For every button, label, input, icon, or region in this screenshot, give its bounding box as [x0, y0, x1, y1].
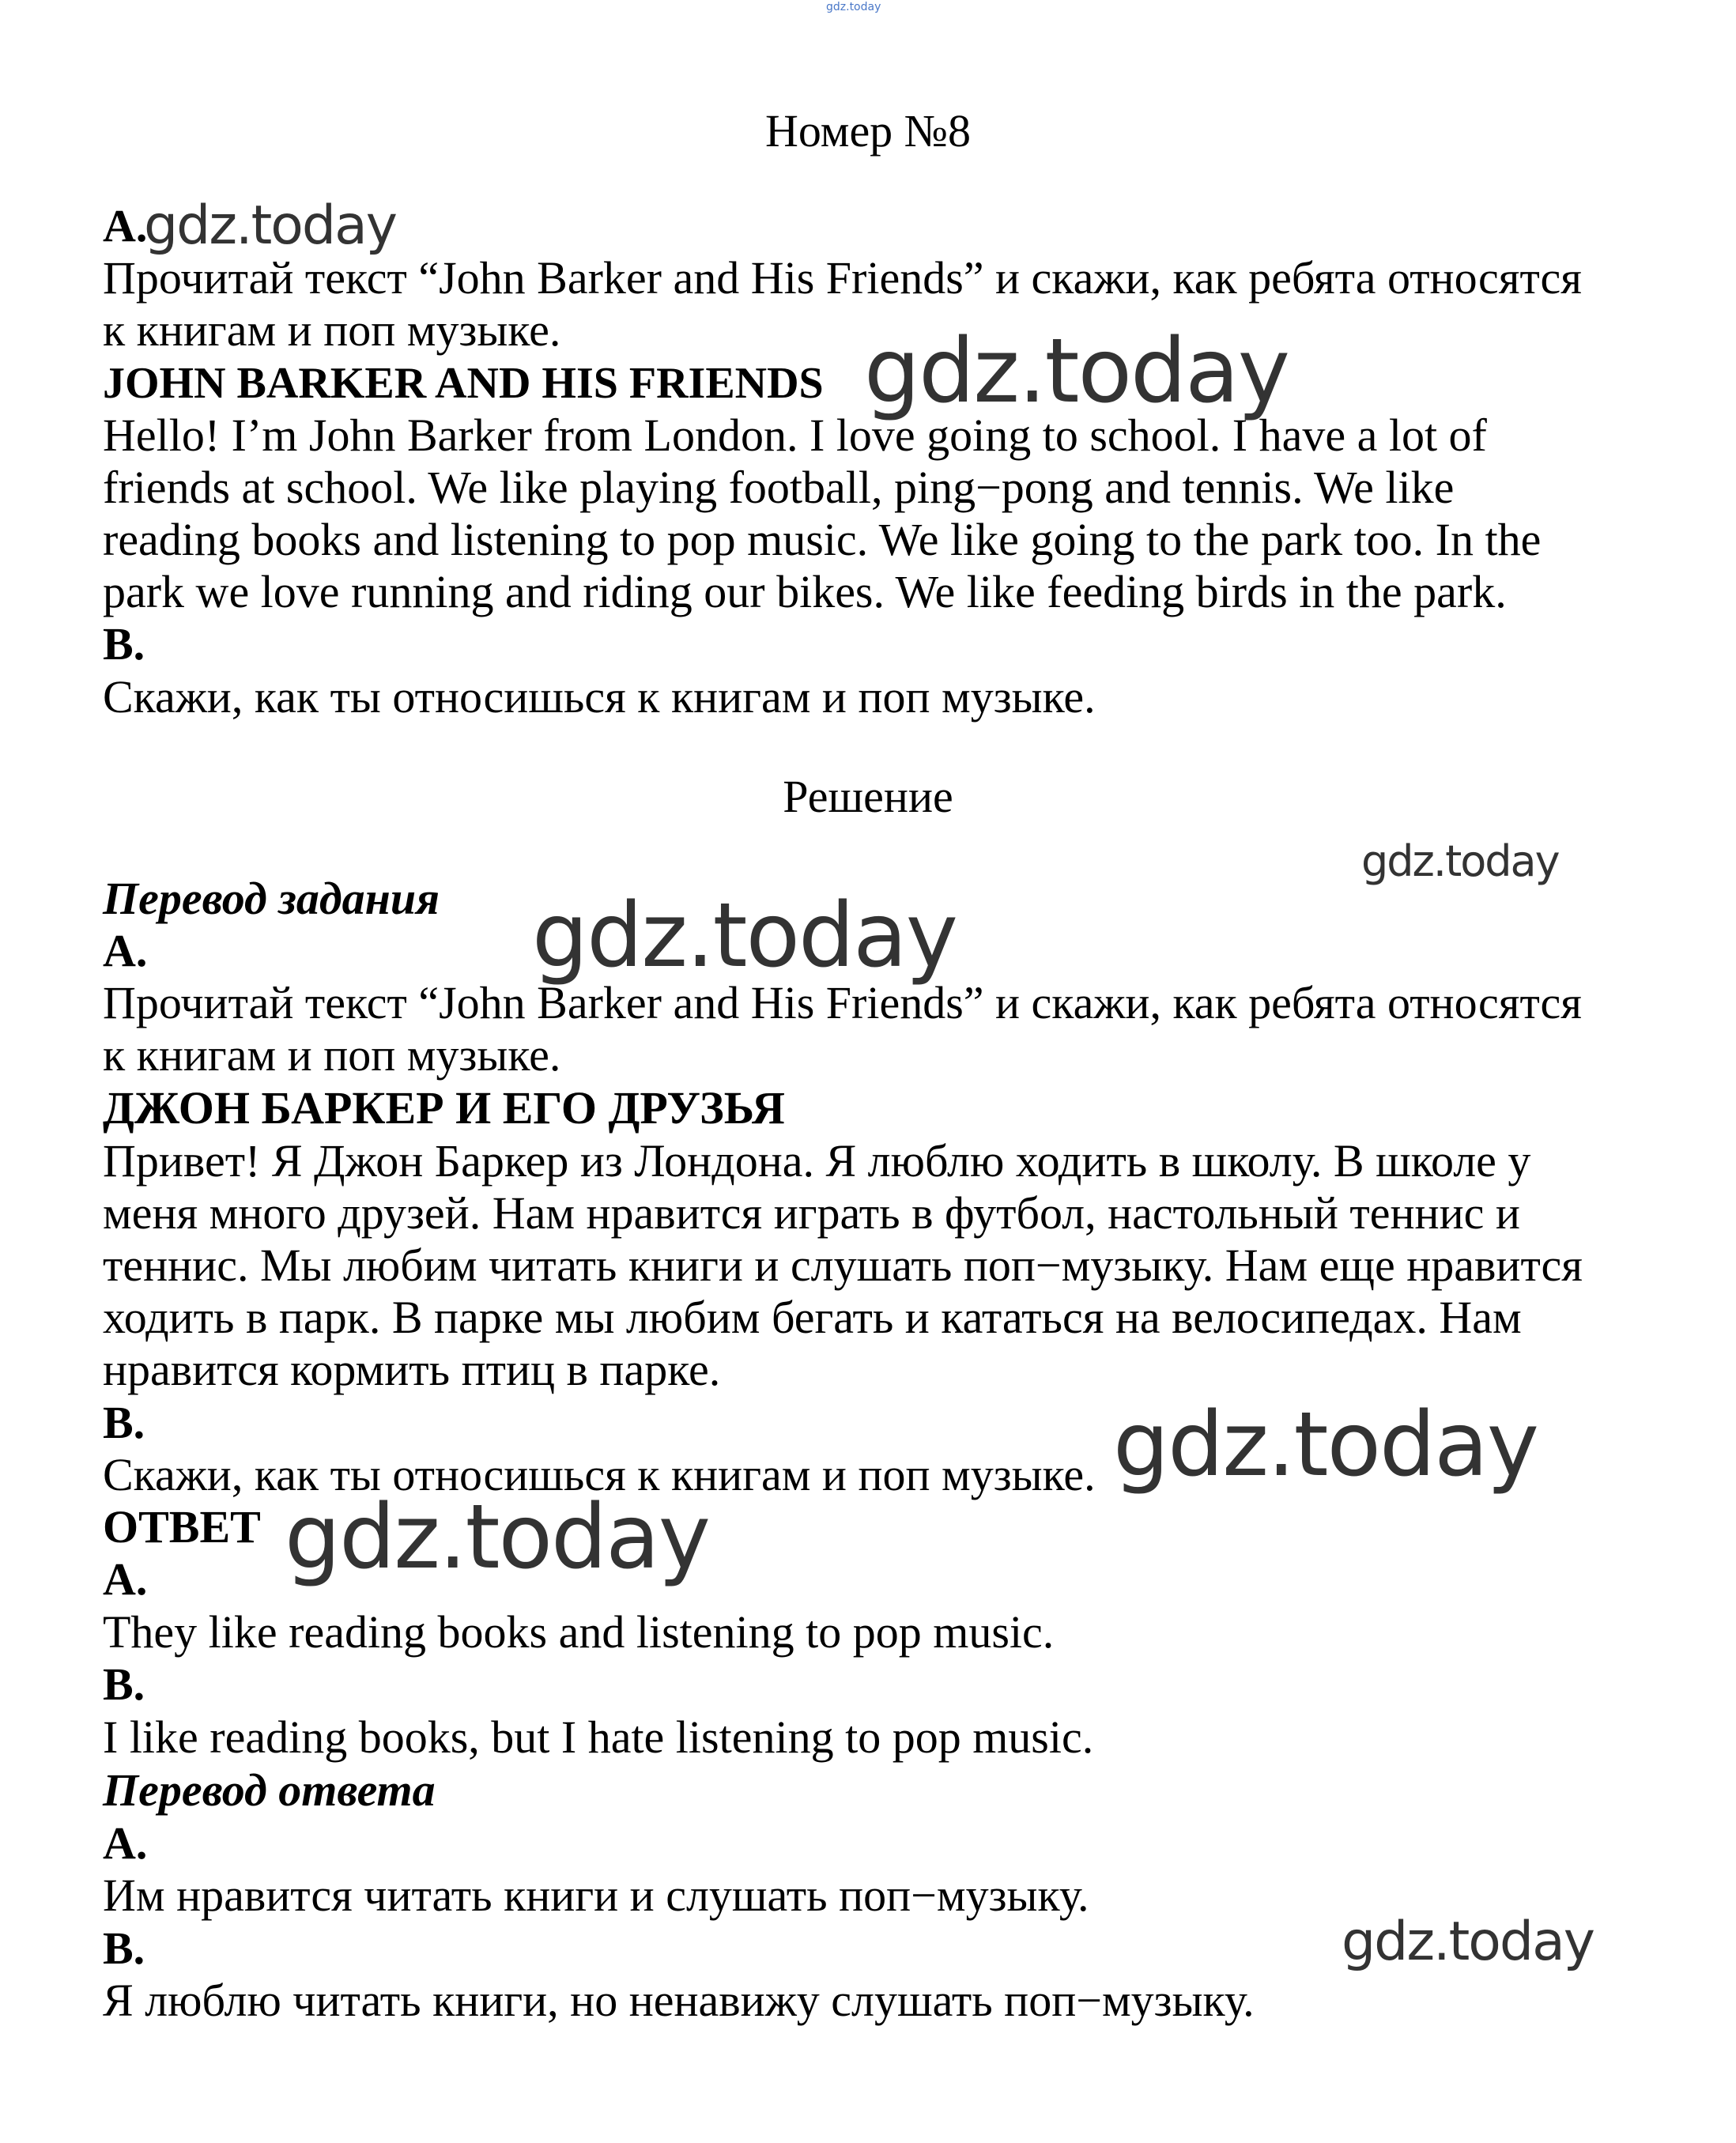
answer-translation-b-label: B. — [103, 1922, 145, 1974]
answer-translation-a-label: A. — [103, 1817, 148, 1869]
watermark: gdz.today — [1113, 1394, 1538, 1496]
translation-a-instruction-line: к книгам и поп музыке. — [103, 1029, 561, 1081]
translation-b-instruction: Скажи, как ты относишься к книгам и поп музыке. — [103, 1449, 1096, 1500]
task-b-instruction: Скажи, как ты относишься к книгам и поп музыке. — [103, 671, 1096, 723]
page-title: Номер №8 — [764, 105, 972, 157]
task-b-label: B. — [103, 618, 145, 670]
watermark-top: gdz.today — [826, 1, 881, 13]
task-text-line: reading books and listening to pop music. We like going to the park too. In the — [103, 514, 1542, 565]
translation-text-line: ходить в парк. В парке мы любим бегать и кататься на велосипедах. Нам — [103, 1292, 1522, 1343]
answer-b-text: I like reading books, but I hate listening to pop music. — [103, 1711, 1094, 1763]
watermark: gdz.today — [285, 1486, 710, 1589]
task-a-instruction-line: Прочитай текст “John Barker and His Friends” и скажи, как ребята относятся — [103, 252, 1582, 304]
solution-title: Решение — [783, 771, 953, 822]
answer-a-text: They like reading books and listening to pop music. — [103, 1606, 1055, 1658]
watermark: gdz.today — [1342, 1911, 1594, 1973]
translation-text-line: Привет! Я Джон Баркер из Лондона. Я люблю ходить в школу. В школе у — [103, 1135, 1531, 1187]
watermark: gdz.today — [1361, 836, 1559, 886]
task-text-line: Hello! I’m John Barker from London. I love going to school. I have a lot of — [103, 409, 1487, 461]
answer-b-label: B. — [103, 1658, 145, 1710]
translation-text-line: меня много друзей. Нам нравится играть в футбол, настольный теннис и — [103, 1187, 1520, 1239]
task-text-line: park we love running and riding our bikes. We like feeding birds in the park. — [103, 566, 1507, 617]
task-a-instruction-line: к книгам и поп музыке. — [103, 304, 561, 356]
watermark: gdz.today — [864, 320, 1289, 423]
task-text-heading: JOHN BARKER AND HIS FRIENDS — [103, 359, 824, 408]
translation-text-line: теннис. Мы любим читать книги и слушать поп−музыку. Нам еще нравится — [103, 1239, 1583, 1291]
answer-heading: ОТВЕТ — [103, 1501, 261, 1553]
translation-text-line: нравится кормить птиц в парке. — [103, 1344, 721, 1395]
watermark: gdz.today — [532, 885, 957, 987]
answer-a-label: A. — [103, 1553, 148, 1605]
task-a-label: A. — [103, 200, 148, 251]
translation-text-heading: ДЖОН БАРКЕР И ЕГО ДРУЗЬЯ — [103, 1082, 785, 1134]
translation-heading: Перевод задания — [103, 873, 440, 924]
translation-a-instruction-line: Прочитай текст “John Barker and His Friends” и скажи, как ребята относятся — [103, 977, 1582, 1028]
answer-translation-a-text: Им нравится читать книги и слушать поп−музыку. — [103, 1869, 1089, 1921]
answer-translation-b-text: Я люблю читать книги, но ненавижу слушать поп−музыку. — [103, 1975, 1255, 2026]
translation-a-label: A. — [103, 925, 148, 976]
answer-translation-heading: Перевод ответа — [103, 1764, 436, 1816]
translation-b-label: B. — [103, 1397, 145, 1448]
task-text-line: friends at school. We like playing football, ping−pong and tennis. We like — [103, 462, 1455, 513]
watermark: gdz.today — [144, 194, 396, 257]
